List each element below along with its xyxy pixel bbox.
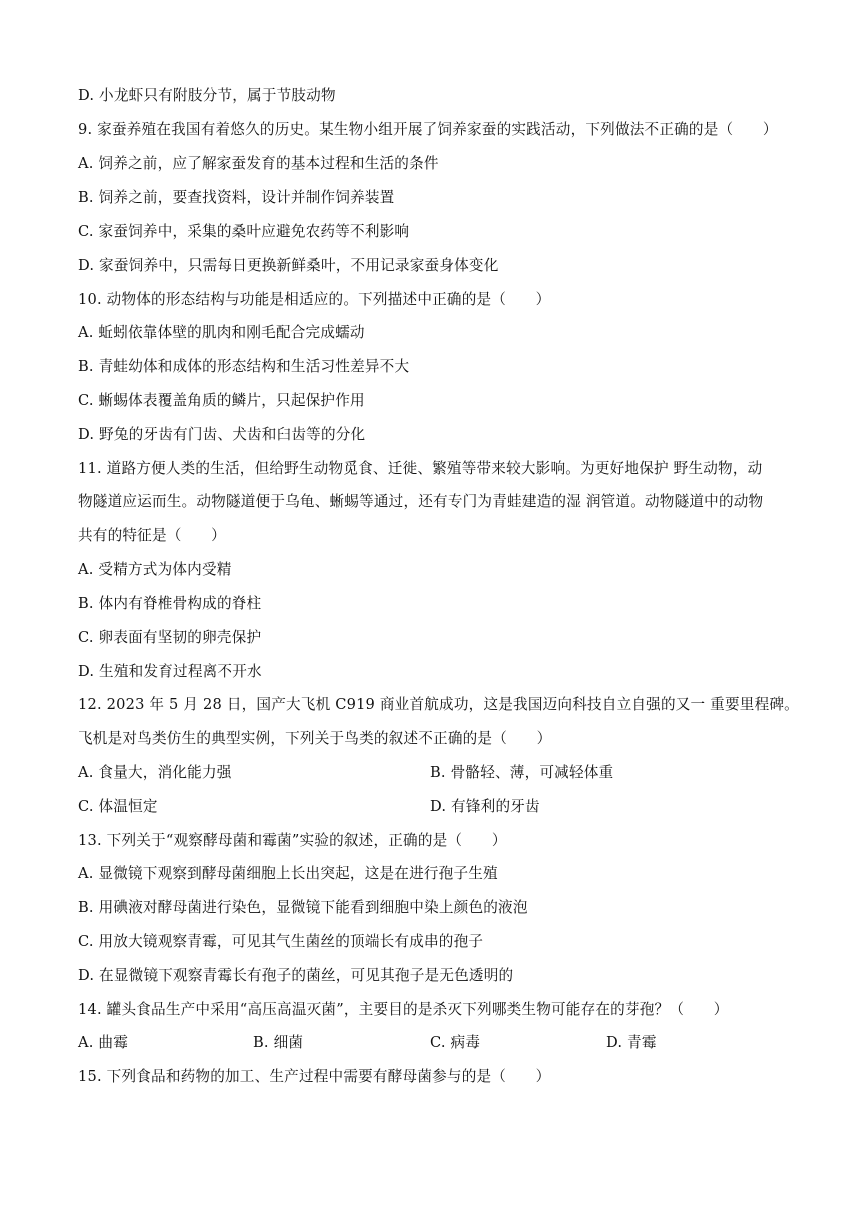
q10-option-b: B. 青蛙幼体和成体的形态结构和生活习性差异不大 — [78, 358, 410, 375]
q11-stem-line1: 11. 道路方便人类的生活，但给野生动物觅食、迁徙、繁殖等带来较大影响。为更好地保护 野生动物，动 — [78, 460, 763, 477]
q10-option-c: C. 蜥蜴体表覆盖角质的鳞片，只起保护作用 — [78, 392, 365, 409]
q9-option-a: A. 饲养之前，应了解家蚕发育的基本过程和生活的条件 — [78, 155, 439, 172]
q14-option-a: A. 曲霉 — [78, 1034, 129, 1051]
q12-option-b: B. 骨骼轻、薄，可减轻体重 — [430, 764, 614, 781]
q12-stem-line1: 12. 2023 年 5 月 28 日，国产大飞机 C919 商业首航成功，这是我国迈向科技自立自强的又一 重要里程碑。 — [78, 696, 799, 713]
q11-option-b: B. 体内有脊椎骨构成的脊柱 — [78, 595, 262, 612]
q12-option-c: C. 体温恒定 — [78, 798, 158, 815]
q10-option-a: A. 蚯蚓依靠体壁的肌肉和刚毛配合完成蠕动 — [78, 324, 365, 341]
q12-option-a: A. 食量大，消化能力强 — [78, 764, 232, 781]
q11-option-d: D. 生殖和发育过程离不开水 — [78, 663, 262, 680]
q9-stem: 9. 家蚕养殖在我国有着悠久的历史。某生物小组开展了饲养家蚕的实践活动，下列做法不正确的是（ ） — [78, 121, 778, 138]
q11-option-a: A. 受精方式为体内受精 — [78, 561, 232, 578]
q13-stem: 13. 下列关于“观察酵母菌和霉菌”实验的叙述，正确的是（ ） — [78, 832, 507, 849]
q14-option-d: D. 青霉 — [606, 1034, 657, 1051]
q15-stem: 15. 下列食品和药物的加工、生产过程中需要有酵母菌参与的是（ ） — [78, 1068, 551, 1085]
q9-option-c: C. 家蚕饲养中，采集的桑叶应避免农药等不利影响 — [78, 223, 410, 240]
q11-option-c: C. 卵表面有坚韧的卵壳保护 — [78, 629, 262, 646]
q8-option-d: D. 小龙虾只有附肢分节，属于节肢动物 — [78, 87, 336, 104]
q12-option-d: D. 有锋利的牙齿 — [430, 798, 540, 815]
q10-option-d: D. 野兔的牙齿有门齿、犬齿和臼齿等的分化 — [78, 426, 366, 443]
q13-option-a: A. 显微镜下观察到酵母菌细胞上长出突起，这是在进行孢子生殖 — [78, 865, 498, 882]
q14-option-c: C. 病毒 — [430, 1034, 481, 1051]
q11-stem-line3: 共有的特征是（ ） — [78, 527, 226, 544]
q14-stem: 14. 罐头食品生产中采用“高压高温灭菌”，主要目的是杀灭下列哪类生物可能存在的芽孢？（ ） — [78, 1001, 729, 1018]
q13-option-d: D. 在显微镜下观察青霉长有孢子的菌丝，可见其孢子是无色透明的 — [78, 967, 514, 984]
q12-stem-line2: 飞机是对鸟类仿生的典型实例，下列关于鸟类的叙述不正确的是（ ） — [78, 730, 552, 747]
q14-option-b: B. 细菌 — [253, 1034, 304, 1051]
q13-option-c: C. 用放大镜观察青霉，可见其气生菌丝的顶端长有成串的孢子 — [78, 933, 484, 950]
q9-option-b: B. 饲养之前，要查找资料，设计并制作饲养装置 — [78, 189, 395, 206]
q11-stem-line2: 物隧道应运而生。动物隧道便于乌龟、蜥蜴等通过，还有专门为青蛙建造的湿 润管道。动物隧道中的动物 — [78, 493, 764, 510]
q9-option-d: D. 家蚕饲养中，只需每日更换新鲜桑叶，不用记录家蚕身体变化 — [78, 257, 499, 274]
q10-stem: 10. 动物体的形态结构与功能是相适应的。下列描述中正确的是（ ） — [78, 291, 551, 308]
q13-option-b: B. 用碘液对酵母菌进行染色，显微镜下能看到细胞中染上颜色的液泡 — [78, 899, 528, 916]
